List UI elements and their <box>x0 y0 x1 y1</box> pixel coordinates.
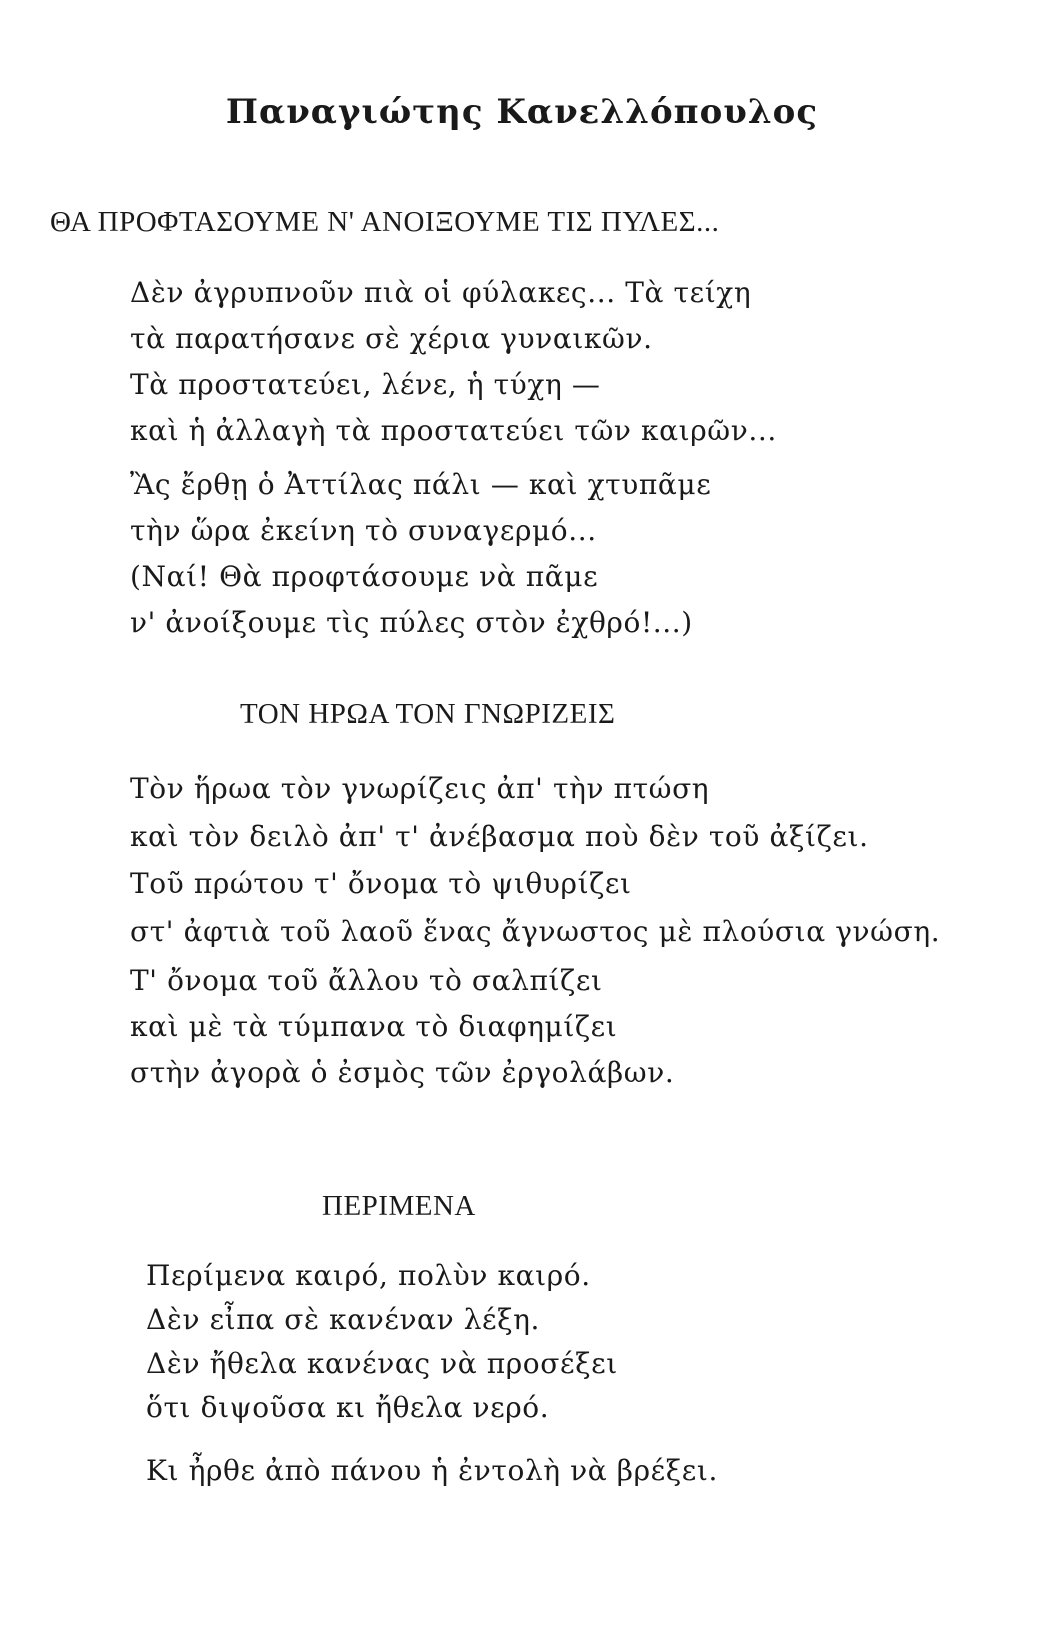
verse-line: Τὰ προστατεύει, λένε, ἡ τύχη — <box>130 368 601 401</box>
verse-line: Τ' ὄνομα τοῦ ἄλλου τὸ σαλπίζει <box>130 964 603 997</box>
verse-line: στὴν ἀγορὰ ὁ ἐσμὸς τῶν ἐργολάβων. <box>130 1056 675 1089</box>
verse-line: Ἂς ἔρθῃ ὁ Ἀττίλας πάλι — καὶ χτυπᾶμε <box>130 468 712 501</box>
verse-line: ὅτι διψοῦσα κι ἤθελα νερό. <box>146 1391 550 1424</box>
verse-line: Τὸν ἥρωα τὸν γνωρίζεις ἀπ' τὴν πτώση <box>130 772 710 805</box>
verse-line: καὶ τὸν δειλὸ ἀπ' τ' ἀνέβασμα ποὺ δὲν τοῦ ἀξίζει. <box>130 819 869 853</box>
poem-2-stanza-1 <box>130 765 940 955</box>
poem-title-2: ΤΟΝ ΗΡΩΑ ΤΟΝ ΓΝΩΡΙΖΕΙΣ <box>240 698 616 730</box>
verse-line: καὶ ἡ ἀλλαγὴ τὰ προστατεύει τῶν καιρῶν... <box>130 414 777 447</box>
poem-3-stanza-2 <box>146 1448 718 1494</box>
poem-title-1: ΘΑ ΠΡΟΦΤΑΣΟΥΜΕ Ν' ΑΝΟΙΞΟΥΜΕ ΤΙΣ ΠΥΛΕΣ... <box>50 206 720 238</box>
verse-line: Δὲν ἤθελα κανένας νὰ προσέξει <box>146 1347 618 1380</box>
verse-line: (Ναί! Θὰ προφτάσουμε νὰ πᾶμε <box>130 560 599 593</box>
verse-line: ν' ἀνοίξουμε τὶς πύλες στὸν ἐχθρό!...) <box>130 606 693 639</box>
verse-line: τὰ παρατήσανε σὲ χέρια γυναικῶν. <box>130 322 653 355</box>
poem-title-3: ΠΕΡΙΜΕΝΑ <box>322 1190 476 1222</box>
author-name: Παναγιώτης Κανελλόπουλος <box>225 92 819 132</box>
poem-3-stanza-1 <box>146 1254 618 1430</box>
poem-2-stanza-2 <box>130 958 674 1096</box>
verse-line: τὴν ὥρα ἐκείνη τὸ συναγερμό... <box>130 514 597 547</box>
verse-line: καὶ μὲ τὰ τύμπανα τὸ διαφημίζει <box>130 1010 618 1043</box>
verse-line: Κι ἦρθε ἀπὸ πάνου ἡ ἐντολὴ νὰ βρέξει. <box>146 1454 718 1487</box>
verse-line: Τοῦ πρώτου τ' ὄνομα τὸ ψιθυρίζει <box>130 867 632 900</box>
verse-line: Δὲν ἀγρυπνοῦν πιὰ οἱ φύλακες... Τὰ τείχη <box>130 276 752 309</box>
verse-line: στ' ἀφτιὰ τοῦ λαοῦ ἕνας ἄγνωστος μὲ πλούσια γνώση. <box>130 914 941 948</box>
poem-1-stanza-2 <box>130 462 711 646</box>
verse-line: Δὲν εἶπα σὲ κανέναν λέξη. <box>146 1303 541 1336</box>
verse-line: Περίμενα καιρό, πολὺν καιρό. <box>146 1259 591 1292</box>
poem-1-stanza-1 <box>130 270 777 454</box>
